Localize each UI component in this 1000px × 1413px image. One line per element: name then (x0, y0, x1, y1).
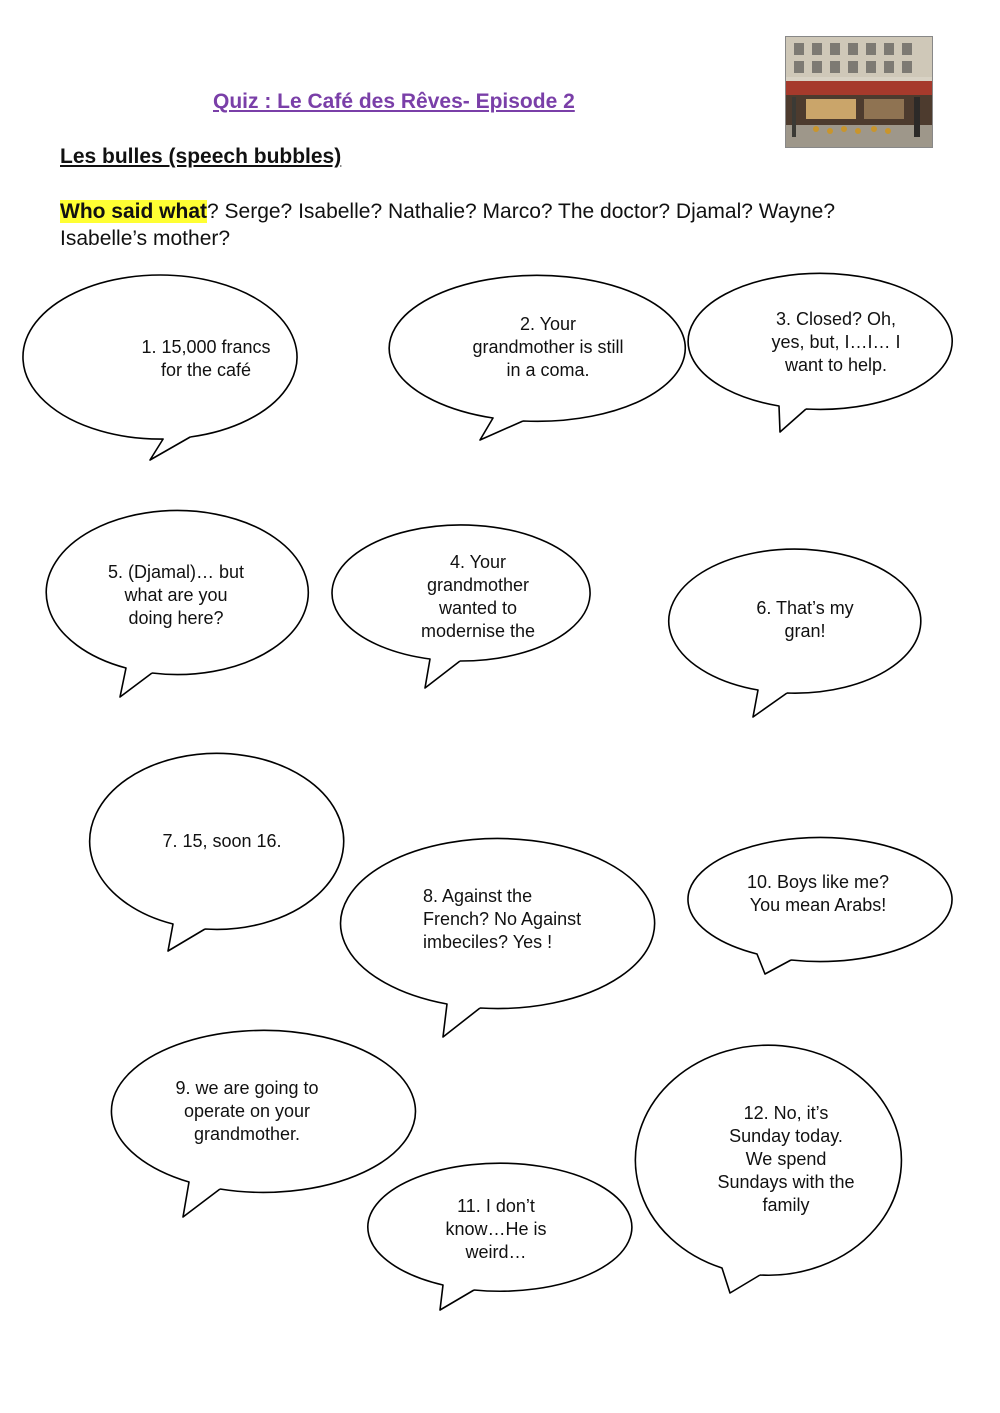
bubble-9-text: 9. we are going to operate on your grandmother. (175, 1078, 319, 1144)
bubble-6-text: 6. That’s my gran! (756, 598, 854, 641)
bubble-12-text: 12. No, it’s Sunday today. We spend Sundays with the family (717, 1103, 855, 1215)
bubble-7-text: 7. 15, soon 16. (162, 831, 282, 851)
bubble-11-text: 11. I don’t know…He is weird… (445, 1196, 547, 1262)
instruction-rest: ? Serge? Isabelle? Nathalie? Marco? The doctor? Djamal? Wayne? Isabelle’s mother? (60, 200, 836, 250)
section-heading: Les bulles (speech bubbles) (60, 145, 342, 168)
bubble-5-text: 5. (Djamal)… but what are you doing here? (107, 562, 245, 628)
bubble-10-text: 10. Boys like me? You mean Arabs! (746, 872, 890, 915)
instruction-highlight: Who said what (60, 200, 207, 223)
bubble-8-text: 8. Against the French? No Against imbeciles? Yes ! (423, 886, 582, 952)
bubble-4-text: 4. Your grandmother wanted to modernise the (420, 552, 536, 641)
bubble-2-text: 2. Your grandmother is still in a coma. (472, 314, 624, 380)
bubble-1-text: 1. 15,000 francs for the café (141, 337, 271, 380)
page-title: Quiz : Le Café des Rêves- Episode 2 (213, 90, 575, 113)
bubble-3-text: 3. Closed? Oh, yes, but, I…I… I want to help. (771, 309, 901, 375)
